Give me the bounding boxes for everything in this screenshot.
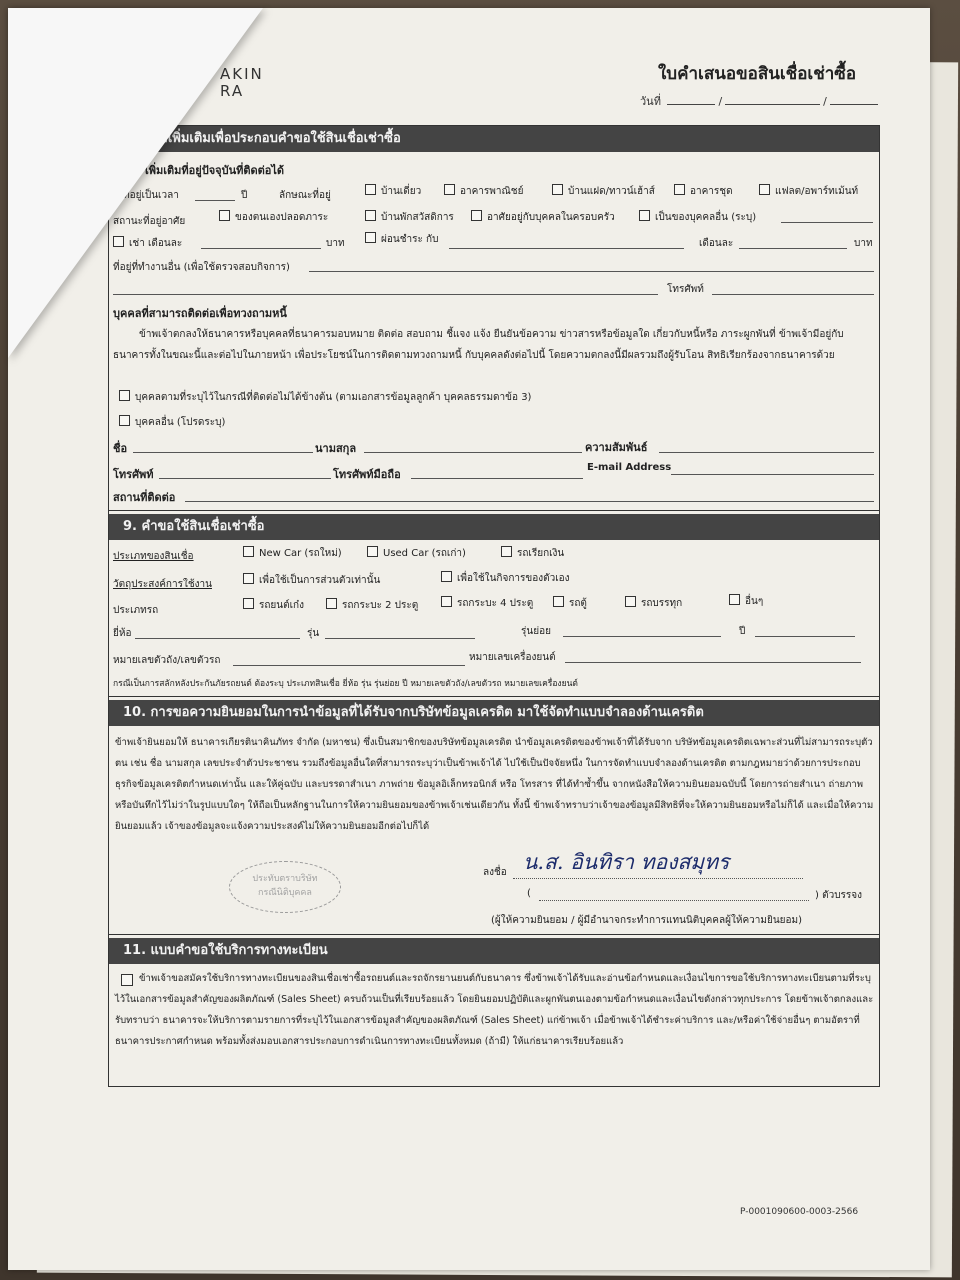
option-label: อาคารพาณิชย์ [460,186,524,197]
sign-label: ลงชื่อ [483,867,507,878]
option-label: อาศัยอยู่กับบุคคลในครอบครัว [487,212,615,223]
chassis-label: หมายเลขตัวถัง/เลขตัวรถ [113,655,221,666]
option-family[interactable] [471,210,615,225]
option-installment[interactable] [365,232,438,247]
checkbox[interactable] [444,184,455,195]
option-label: อาคารชุด [690,186,733,197]
checkbox[interactable] [365,232,376,243]
option-label: บ้านแฝด/ทาวน์เฮ้าส์ [568,186,655,197]
email-label: E-mail Address [587,462,672,473]
installment-amount-input[interactable] [739,248,847,249]
option-welfare[interactable] [365,210,454,225]
date-label: วันที่ [640,95,661,108]
option-label: เพื่อใช้ในกิจการของตัวเอง [457,573,570,584]
purpose-label: วัตถุประสงค์การใช้งาน [113,579,212,590]
contact-option-other[interactable] [119,415,225,430]
stamp-line-1: ประทับตราบริษัท [252,874,318,884]
option-label: ผ่อนชำระ กับ [381,234,439,245]
option-pickup-2door[interactable] [326,598,418,613]
checkbox[interactable] [326,598,337,609]
option-flat[interactable] [759,184,858,199]
brand-input[interactable] [135,638,300,639]
year-unit: ปี [241,190,248,201]
option-label: ของตนเองปลอดภาระ [235,212,329,223]
checkbox[interactable] [759,184,770,195]
checkbox[interactable] [501,546,512,557]
checkbox[interactable] [119,390,130,401]
residence-type-label: ลักษณะที่อยู่ [279,190,331,201]
option-house[interactable] [365,184,421,199]
baht-unit: บาท [326,238,345,249]
option-condo[interactable] [674,184,733,199]
contact-address-label: สถานที่ติดต่อ [113,491,176,504]
checkbox[interactable] [471,210,482,221]
logo-line-1: AKIN [220,65,264,83]
option-label: รถตู้ [569,598,587,609]
option-label: รถกระบะ 2 ประตู [342,600,419,611]
checkbox[interactable] [243,546,254,557]
option-label: รถเรียกเงิน [517,548,565,559]
duration-label: ที่อยู่เป็นเวลา [123,190,179,201]
option-label: บ้านพักสวัสดิการ [381,212,454,223]
option-label: รถบรรทุก [641,598,683,609]
form-page [8,8,930,1270]
option-label: อื่นๆ [745,596,764,607]
work-phone-input[interactable] [712,294,874,295]
installment-with-input[interactable] [449,248,684,249]
option-other-vehicle[interactable] [729,594,763,609]
option-cash-car[interactable] [501,546,564,561]
contact-address-input[interactable] [185,501,874,502]
section-9-header [109,514,879,540]
company-stamp-placeholder [229,861,341,913]
checkbox[interactable] [639,210,650,221]
monthly-label: เดือนละ [699,238,734,249]
option-other-person[interactable] [639,210,756,225]
document-code: P-0001090600-0003-2566 [740,1207,859,1217]
phone-label: โทรศัพท์ [667,284,704,295]
year-label: ปี [739,626,746,637]
brand-label: ยี่ห้อ [113,628,132,639]
section-divider [109,510,879,511]
contact-phone-label: โทรศัพท์ [113,468,154,481]
relation-label: ความสัมพันธ์ [585,441,648,454]
checkbox[interactable] [243,573,254,584]
section-8-title: ผู้เช่าซื้อเพิ่มเติมเพื่อประกอบคำขอใช้สินเชื่อเช่าซื้อ [123,131,401,146]
signer-caption: (ผู้ให้ความยินยอม / ผู้มีอำนาจกระทำการแทนนิติบุคคลผู้ให้ความยินยอม) [491,915,803,926]
option-label: บุคคลอื่น (โปรดระบุ) [135,417,226,428]
work-address-label: ที่อยู่ที่ทำงานอื่น (เพื่อใช้ตรวจสอบกิจการ) [113,262,290,273]
section-11-body: ข้าพเจ้าขอสมัครใช้บริการทางทะเบียนของสินเชื่อเช่าซื้อรถยนต์และรถจักรยานยนต์กับธนาคาร ซึ่งข้าพเจ้าได้รับและอ่านข้อกำหนดและเงื่อนไขการขอใช้บริการทางทะเบียนตามที่ระบุไว้ในเอกสารข้อมูลสำคัญของผลิตภัณฑ์ (Sales Sheet) ครบถ้วนเป็นที่เรียบร้อยแล้ว โดยยินยอมปฏิบัติและผูกพันตนเองตามข้อกำหนดและเงื่อนไขดังกล่าวทุกประการ โดยข้าพเจ้าตกลงและรับทราบว่า ธนาคารจะให้บริการตามรายการที่ระบุไว้ในเอกสารข้อมูลสำคัญของผลิตภัณฑ์ (Sales Sheet) แก่ข้าพเจ้า เมื่อข้าพเจ้าได้ชำระค่าบริการ และ/หรือค่าใช้จ่ายอื่นๆ ตามอัตราที่ธนาคารประกาศกำหนด พร้อมทั้งส่งมอบเอกสารประกอบการดำเนินการทางทะเบียนทั้งหมด (ถ้ามี) ให้แก่ธนาคารเรียบร้อยแล้ว [115,973,874,1047]
section-9-note: กรณีเป็นการสลักหลังประกันภัยรถยนต์ ต้องระบุ ประเภทสินเชื่อ ยี่ห้อ รุ่น รุ่นย่อย ปี หมายเลขตัวถัง/เลขตัวรถ หมายเลขเครื่องยนต์ [113,679,578,689]
engine-label: หมายเลขเครื่องยนต์ [469,652,556,663]
option-label: เพื่อใช้เป็นการส่วนตัวเท่านั้น [259,575,381,586]
checkbox[interactable] [365,210,376,221]
year-input[interactable] [755,636,855,637]
product-type-label: ประเภทของสินเชื่อ [113,551,194,562]
option-used-car[interactable] [367,546,466,561]
capital-open-paren: ( [527,888,531,899]
section-divider [109,934,879,935]
contact-option-listed[interactable] [119,390,531,405]
submodel-label: รุ่นย่อย [521,626,551,637]
relation-input[interactable] [659,452,874,453]
section-divider [109,696,879,697]
section-10-title: 10. การขอความยินยอมในการนำข้อมูลที่ได้รับจากบริษัทข้อมูลเครดิต มาใช้จัดทำแบบจำลองด้านเครดิต [123,705,704,720]
option-new-car[interactable] [243,546,342,561]
checkbox[interactable] [729,594,740,605]
option-label: Used Car (รถเก่า) [383,548,466,559]
model-input[interactable] [325,638,475,639]
section-9-title: 9. คำขอใช้สินเชื่อเช่าซื้อ [123,519,265,534]
date-field[interactable]: วันที่ / / [640,92,881,110]
capital-label: ) ตัวบรรจง [815,890,863,901]
baht-unit: บาท [854,238,873,249]
option-personal-use[interactable] [243,573,380,588]
checkbox[interactable] [119,415,130,426]
option-shophouse[interactable] [444,184,523,199]
page-title: ใบคำเสนอขอสินเชื่อเช่าซื้อ [658,64,857,84]
chassis-input[interactable] [233,665,465,666]
contact-name-input[interactable] [133,452,313,453]
checkbox[interactable] [441,571,452,582]
option-label: แฟลต/อพาร์ทเม้นท์ [775,186,859,197]
checkbox[interactable] [243,598,254,609]
option-label: รถยนต์เก๋ง [259,600,304,611]
option-label: เป็นของบุคคลอื่น (ระบุ) [655,212,757,223]
contact-surname-label: นามสกุล [315,442,357,455]
stamp-line-2: กรณีนิติบุคคล [258,888,312,898]
section-10-header [109,700,879,726]
option-label: บุคคลตามที่ระบุไว้ในกรณีที่ติดต่อไม่ได้ข้างต้น (ตามเอกสารข้อมูลลูกค้า บุคคลธรรมดาข้อ 3) [135,392,532,403]
contact-name-label: ชื่อ [113,442,128,455]
contact-phone-input[interactable] [159,478,331,479]
option-sedan[interactable] [243,598,304,613]
contact-mobile-label: โทรศัพท์มือถือ [333,468,401,481]
status-label: สถานะที่อยู่อาศัย [113,216,186,227]
logo-line-2: RA [220,82,245,100]
contact-mobile-input[interactable] [411,478,583,479]
checkbox[interactable] [553,596,564,607]
checkbox[interactable] [674,184,685,195]
submodel-input[interactable] [563,636,721,637]
checkbox[interactable] [625,596,636,607]
section-10-body: ข้าพเจ้ายินยอมให้ ธนาคารเกียรตินาคินภัทร จำกัด (มหาชน) ซึ่งเป็นสมาชิกของบริษัทข้อมูลเครดิต นำข้อมูลเครดิตของข้าพเจ้าที่ได้รับจาก บริษัทข้อมูลเครดิตเฉพาะส่วนที่ไม่สามารถระบุตัวตน เช่น ชื่อ นามสกุล เลขประจำตัวประชาชน รวมถึงข้อมูลอื่นใดที่สามารถระบุว่าเป็นข้าพเจ้าได้ ไปใช้เป็นปัจจัยหนึ่ง ในการจัดทำแบบจำลองด้านเครดิต ตามกฎหมายว่าด้วยการประกอบธุรกิจข้อมูลเครดิตกำหนดเท่านั้น และให้คู่ฉบับ และบรรดาสำเนา ภาพถ่าย ข้อมูลอิเล็กทรอนิกส์ หรือ โทรสาร ที่ได้ทำซ้ำขึ้น จากหนังสือให้ความยินยอมฉบับนี้ โดยการถ่ายสำเนา ถ่ายภาพหรือบันทึกไว้ไม่ว่าในรูปแบบใดๆ ให้ถือเป็นหลักฐานในการให้ความยินยอมของข้าพเจ้าเช่นเดียวกัน ทั้งนี้ ข้าพเจ้าทราบว่าเจ้าของข้อมูลมีสิทธิที่จะให้ความยินยอมหรือไม่ก็ได้ และเมื่อให้ความยินยอมแล้ว เจ้าของข้อมูลจะแจ้งความประสงค์ไม่ให้ความยินยอมอีกต่อไปก็ได้ [115,737,874,832]
option-truck[interactable] [625,596,682,611]
option-townhouse[interactable] [552,184,655,199]
option-label: New Car (รถใหม่) [259,548,342,559]
vehicle-type-label: ประเภทรถ [113,605,159,616]
checkbox[interactable] [441,596,452,607]
email-input[interactable] [671,474,874,475]
option-pickup-4door[interactable] [441,596,533,611]
folded-page-corner [8,8,263,358]
address-heading: เพิ่มเติมที่อยู่ปัจจุบันที่ติดต่อได้ [145,164,285,177]
other-person-input[interactable] [781,222,873,223]
capital-name-line[interactable] [539,900,809,901]
contact-heading: บุคคลที่สามารถติดต่อเพื่อทวงถามหนี้ [113,307,287,320]
option-label: เช่า เดือนละ [129,238,183,249]
checkbox[interactable] [552,184,563,195]
contact-surname-input[interactable] [364,452,582,453]
option-label: บ้านเดี่ยว [381,186,422,197]
option-label: รถกระบะ 4 ประตู [457,598,534,609]
work-address-input[interactable] [309,271,874,272]
engine-input[interactable] [565,662,861,663]
section-11-title: 11. แบบคำขอใช้บริการทางทะเบียน [123,943,328,958]
checkbox[interactable] [365,184,376,195]
signature: น.ส. อินทิรา ทองสมุทร [523,850,730,874]
checkbox[interactable] [367,546,378,557]
contact-consent-text: ข้าพเจ้าตกลงให้ธนาคารหรือบุคคลที่ธนาคารมอบหมาย ติดต่อ สอบถาม ชี้แจง แจ้ง ยืนยันข้อความ ข่าวสารหรือข้อมูลใด เกี่ยวกับหนี้หรือ ภาระผูกพันที่ ข้าพเจ้ามีอยู่กับธนาคารทั้งในขณะนี้และต่อไปในภายหน้า เพื่อประโยชน์ในการติดตามทวงถามหนี้ กับบุคคลดังต่อไปนี้ โดยความตกลงนี้มีผลรวมถึงผู้รับโอน สิทธิเรียกร้องจากธนาคารด้วย [113,329,844,361]
section-11-header [109,938,879,964]
model-label: รุ่น [307,628,320,639]
option-business-use[interactable] [441,571,570,586]
option-van[interactable] [553,596,587,611]
